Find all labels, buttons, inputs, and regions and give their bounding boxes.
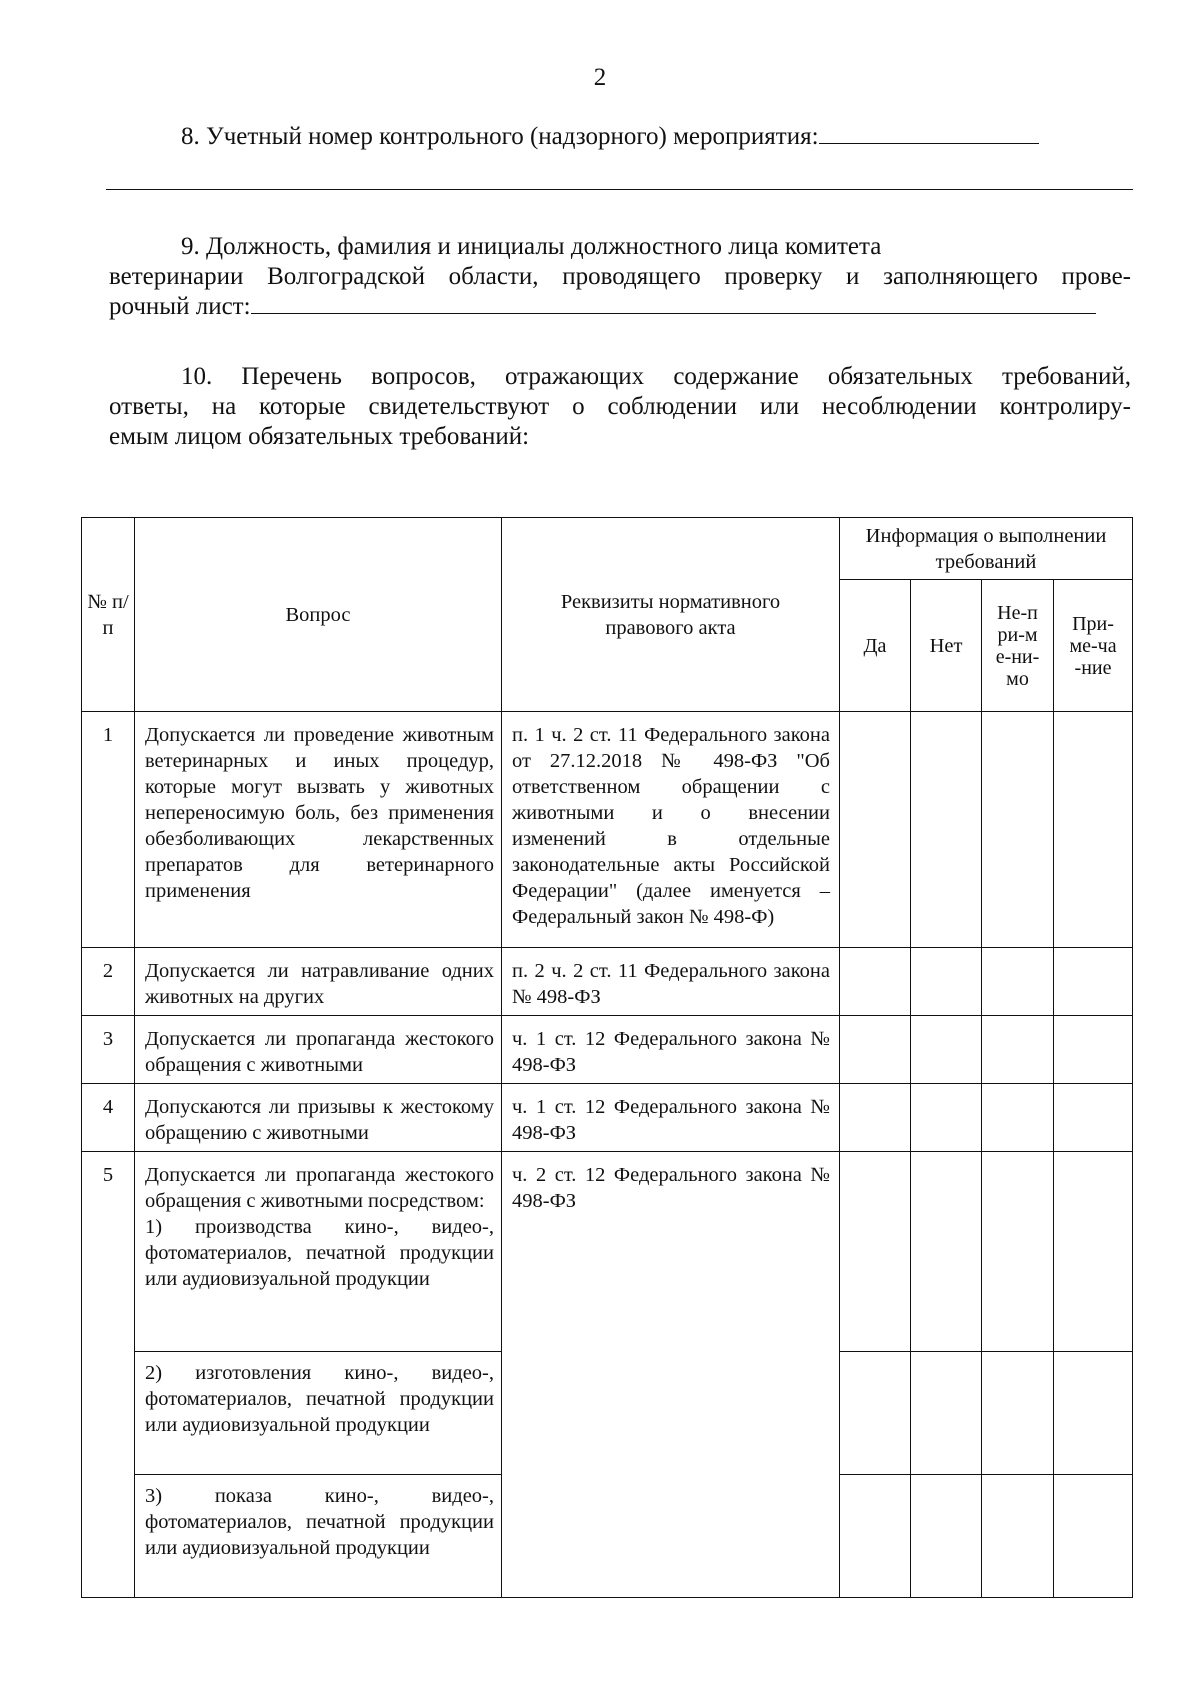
item8-blank-line[interactable] xyxy=(819,123,1039,144)
item9-line1: 9. Должность, фамилия и инициалы должностного лица комитета xyxy=(181,233,882,260)
header-not-applicable: Не-при-ме-ни-мо xyxy=(982,580,1054,712)
row-number: 1 xyxy=(82,712,135,948)
table-row xyxy=(82,1152,1133,1352)
header-info: Информация о выполнении требований xyxy=(840,518,1133,580)
cell-no[interactable] xyxy=(911,1352,982,1475)
header-no: Нет xyxy=(911,580,982,712)
row-requisites: ч. 1 ст. 12 Федерального закона № 498-ФЗ xyxy=(502,1016,840,1084)
cell-yes[interactable] xyxy=(840,1475,911,1598)
cell-no[interactable] xyxy=(911,712,982,948)
cell-note[interactable] xyxy=(1054,712,1133,948)
row-number: 4 xyxy=(82,1084,135,1152)
header-question: Вопрос xyxy=(135,518,502,712)
row-question: Допускается ли проведение животным ветеринарных и иных процедур, которые могут вызвать у животных непереносимую боль, без применения обезболивающих лекарственных препаратов для ветеринарного применения xyxy=(135,712,502,948)
item10-line1: 10. Перечень вопросов, отражающих содержание обязательных требований, xyxy=(181,363,1131,390)
cell-note[interactable] xyxy=(1054,948,1133,1016)
item10-line2: ответы, на которые свидетельствуют о соблюдении или несоблюдении контролиру- xyxy=(109,393,1131,420)
row-question: Допускается ли пропаганда жестокого обращения с животными xyxy=(135,1016,502,1084)
item10-paragraph xyxy=(109,362,1131,452)
checklist-table xyxy=(81,517,1133,1598)
row-question-sub3: 3) показа кино-, видео-, фотоматериалов, печатной продукции или аудиовизуальной продукции xyxy=(135,1475,502,1598)
cell-yes[interactable] xyxy=(840,948,911,1016)
item8-continuation-line[interactable] xyxy=(106,189,1133,190)
table-row xyxy=(82,1016,1133,1084)
row-requisites: п. 2 ч. 2 ст. 11 Федерального закона № 498-ФЗ xyxy=(502,948,840,1016)
row-number: 2 xyxy=(82,948,135,1016)
row-number: 5 xyxy=(82,1152,135,1598)
header-note: При-ме-ча-ние xyxy=(1054,580,1133,712)
item9-blank-line[interactable] xyxy=(251,293,1096,314)
cell-not-applicable[interactable] xyxy=(982,1084,1054,1152)
header-yes: Да xyxy=(840,580,911,712)
cell-note[interactable] xyxy=(1054,1475,1133,1598)
row-number: 3 xyxy=(82,1016,135,1084)
header-num: № п/п xyxy=(82,518,135,712)
cell-not-applicable[interactable] xyxy=(982,1152,1054,1352)
cell-yes[interactable] xyxy=(840,1352,911,1475)
cell-no[interactable] xyxy=(911,1475,982,1598)
cell-not-applicable[interactable] xyxy=(982,1352,1054,1475)
cell-not-applicable[interactable] xyxy=(982,948,1054,1016)
cell-no[interactable] xyxy=(911,1016,982,1084)
cell-note[interactable] xyxy=(1054,1352,1133,1475)
page-number: 2 xyxy=(593,64,607,91)
item9-line2: ветеринарии Волгоградской области, проводящего проверку и заполняющего прове- xyxy=(109,263,1131,290)
row-question: Допускается ли натравливание одних животных на других xyxy=(135,948,502,1016)
item9-line3: рочный лист: xyxy=(109,293,251,320)
item9-paragraph xyxy=(109,232,1131,322)
row-question xyxy=(135,1152,502,1352)
table-row xyxy=(82,948,1133,1016)
cell-no[interactable] xyxy=(911,1084,982,1152)
row-requisites: ч. 2 ст. 12 Федерального закона № 498-ФЗ xyxy=(502,1152,840,1598)
row-question: Допускаются ли призывы к жестокому обращению с животными xyxy=(135,1084,502,1152)
cell-note[interactable] xyxy=(1054,1084,1133,1152)
cell-no[interactable] xyxy=(911,1152,982,1352)
row-question-sub2: 2) изготовления кино-, видео-, фотоматериалов, печатной продукции или аудиовизуальной продукции xyxy=(135,1352,502,1475)
item8-paragraph xyxy=(109,122,1131,152)
cell-yes[interactable] xyxy=(840,1016,911,1084)
row-requisites: п. 1 ч. 2 ст. 11 Федерального закона от 27.12.2018 № 498-ФЗ "Об ответственном обращении с животными и о внесении изменений в отдельные законодательные акты Российской Федерации" (далее именуется – Федеральный закон № 498-Ф) xyxy=(502,712,840,948)
item8-label: 8. Учетный номер контрольного (надзорного) мероприятия: xyxy=(181,123,819,150)
table-row xyxy=(82,1084,1133,1152)
cell-no[interactable] xyxy=(911,948,982,1016)
table-header-row xyxy=(82,518,1133,580)
cell-not-applicable[interactable] xyxy=(982,712,1054,948)
item10-line3: емым лицом обязательных требований: xyxy=(109,423,530,450)
cell-note[interactable] xyxy=(1054,1016,1133,1084)
row-question-sub1: 1) производства кино-, видео-, фотоматериалов, печатной продукции или аудиовизуальной продукции xyxy=(145,1216,494,1290)
cell-not-applicable[interactable] xyxy=(982,1475,1054,1598)
cell-note[interactable] xyxy=(1054,1152,1133,1352)
header-requisites: Реквизиты нормативного правового акта xyxy=(502,518,840,712)
cell-yes[interactable] xyxy=(840,712,911,948)
row-question-intro: Допускается ли пропаганда жестокого обращения с животными посредством: xyxy=(145,1164,494,1212)
cell-yes[interactable] xyxy=(840,1084,911,1152)
row-requisites: ч. 1 ст. 12 Федерального закона № 498-ФЗ xyxy=(502,1084,840,1152)
cell-yes[interactable] xyxy=(840,1152,911,1352)
table-row xyxy=(82,712,1133,948)
cell-not-applicable[interactable] xyxy=(982,1016,1054,1084)
